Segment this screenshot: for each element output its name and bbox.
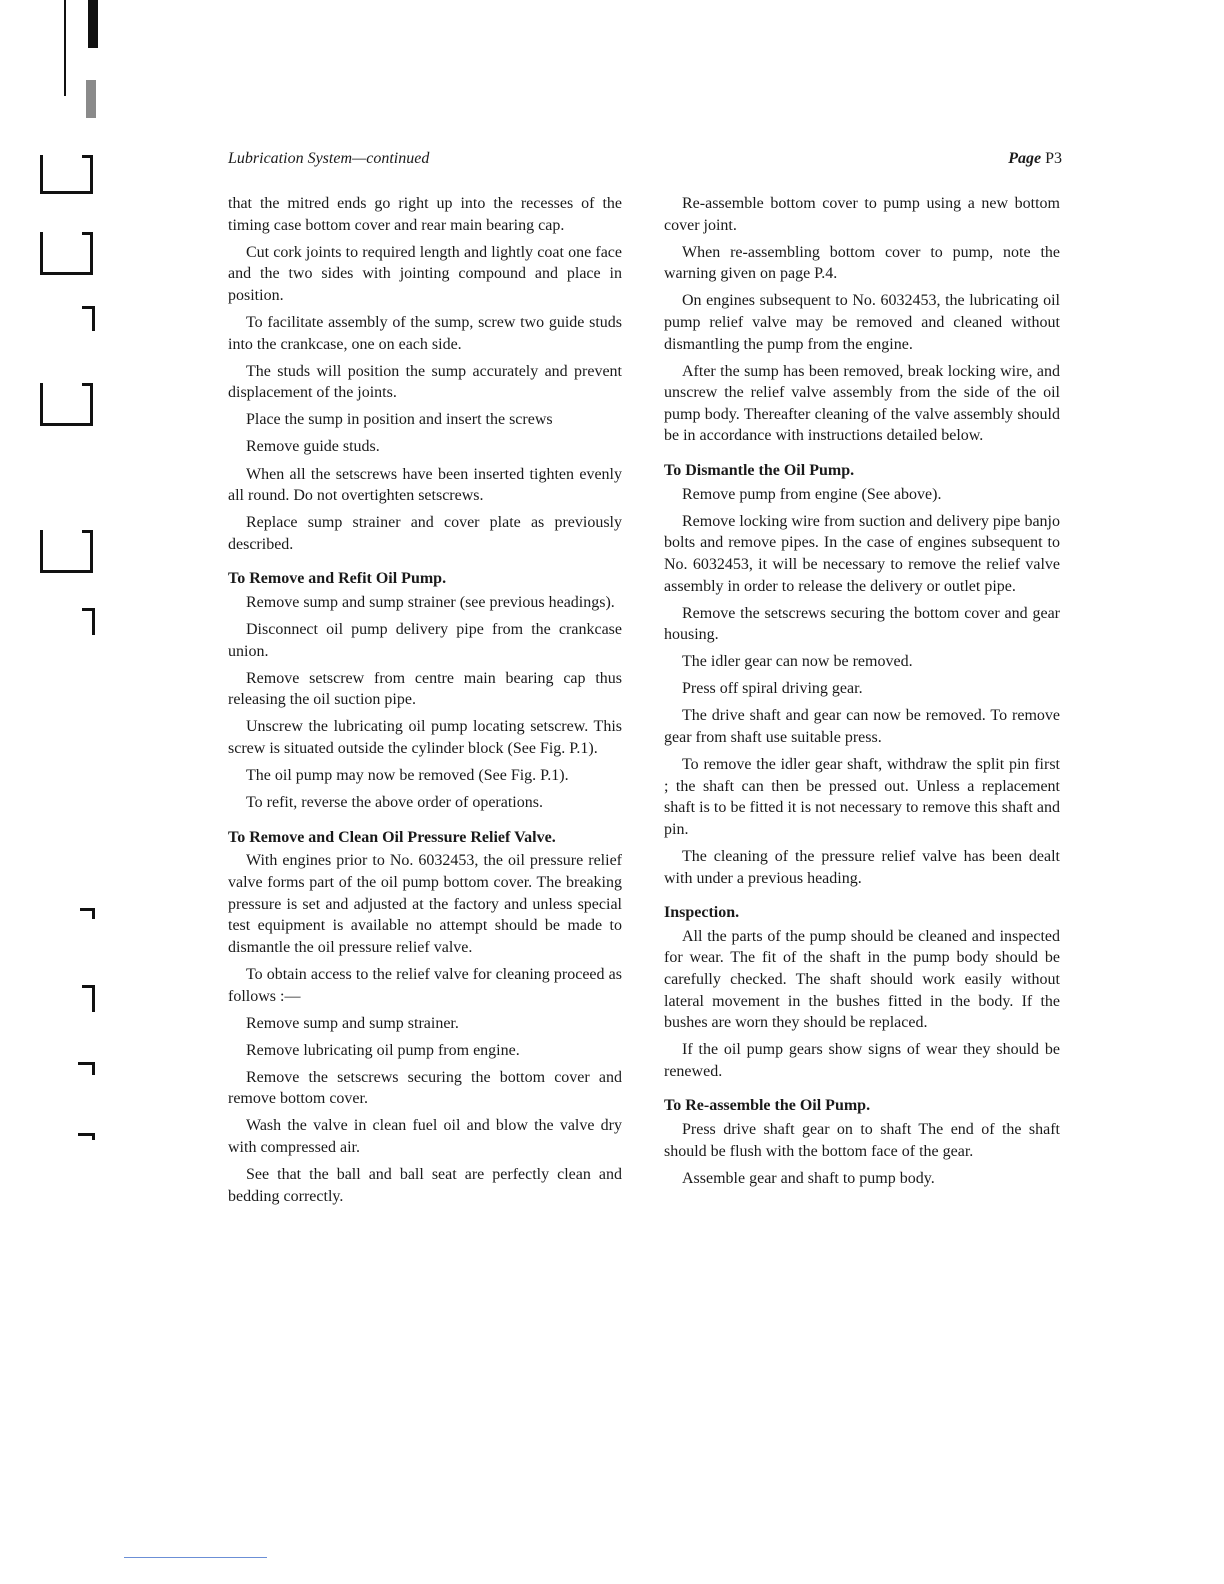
left-column <box>228 193 622 1213</box>
paragraph: Replace sump strainer and cover plate as previously described. <box>228 514 622 553</box>
paragraph: Wash the valve in clean fuel oil and blow the valve dry with compressed air. <box>228 1117 622 1157</box>
paragraph: To facilitate assembly of the sump, screw two guide studs into the crankcase, one on each side. <box>228 313 622 353</box>
page-number: P3 <box>1045 150 1062 167</box>
section-heading: To Dismantle the Oil Pump. <box>664 462 855 480</box>
paragraph: Assemble gear and shaft to pump body. <box>682 1169 935 1187</box>
paragraph: Press drive shaft gear on to shaft The end of the shaft should be flush with the bottom face of the gear. <box>664 1121 1060 1160</box>
paragraph: Remove locking wire from suction and delivery pipe banjo bolts and remove pipes. In the case of engines subsequent to No. 6032453, it will be necessary to remove the relief valve assembly in order to release the delivery or outlet pipe. <box>664 512 1060 595</box>
paragraph: Press off spiral driving gear. <box>682 680 863 698</box>
binding-bracket-4-right <box>90 530 93 570</box>
binding-bracket-2-cap <box>82 232 92 235</box>
paragraph: Place the sump in position and insert the screws <box>246 411 553 429</box>
binding-bracket-1 <box>40 155 93 194</box>
binding-marks <box>0 0 200 1584</box>
section-heading: To Re-assemble the Oil Pump. <box>664 1097 871 1115</box>
paragraph: Remove sump and sump strainer (see previous headings). <box>246 594 615 611</box>
paragraph: To obtain access to the relief valve for cleaning proceed as follows :— <box>228 965 622 1005</box>
paragraph: Cut cork joints to required length and lightly coat one face and the two sides with jointing compound and place in position. <box>228 243 622 304</box>
paragraph: The cleaning of the pressure relief valve has been dealt with under a previous heading. <box>664 848 1060 887</box>
paragraph: On engines subsequent to No. 6032453, the lubricating oil pump relief valve may be removed and cleaned without dismantling the pump from the engine. <box>664 292 1060 353</box>
section-title: Lubrication System—continued <box>228 150 430 167</box>
section-heading: To Remove and Refit Oil Pump. <box>228 570 447 588</box>
binding-bracket-3-right <box>90 383 93 423</box>
right-column <box>664 193 1060 1195</box>
binding-bracket-2 <box>40 232 93 275</box>
binding-bracket-4-cap <box>82 530 92 533</box>
binding-bracket-1-right <box>90 155 93 191</box>
section-heading: Inspection. <box>664 904 740 922</box>
section-heading: To Remove and Clean Oil Pressure Relief Valve. <box>228 828 556 846</box>
paragraph: After the sump has been removed, break locking wire, and unscrew the relief valve assembly from the side of the oil pump body. Thereafter cleaning of the valve assembly should be in accordance with instructions detailed below. <box>664 362 1060 445</box>
binding-bracket-4 <box>40 530 93 573</box>
paragraph: To refit, reverse the above order of operations. <box>246 794 543 812</box>
binding-hook-2 <box>82 608 95 635</box>
paragraph: See that the ball and ball seat are perfectly clean and bedding correctly. <box>228 1166 622 1205</box>
paragraph: The studs will position the sump accurately and prevent displacement of the joints. <box>228 362 622 402</box>
binding-hook-4 <box>82 985 95 1012</box>
page-word: Page <box>1008 150 1042 167</box>
paragraph: Re-assemble bottom cover to pump using a new bottom cover joint. <box>664 195 1060 234</box>
paragraph: When all the setscrews have been inserted tighten evenly all round. Do not overtighten setscrews. <box>228 465 622 505</box>
binding-bar-top <box>88 0 98 48</box>
paragraph: To remove the idler gear shaft, withdraw the split pin first ; the shaft can then be pressed out. Unless a replacement shaft is to be fitted it is not necessary to remove this shaft and pin. <box>664 756 1060 838</box>
binding-bracket-1-cap <box>82 155 92 158</box>
paragraph: The drive shaft and gear can now be removed. To remove gear from shaft use suitable press. <box>664 707 1060 747</box>
binding-bracket-3 <box>40 383 93 426</box>
page-label <box>1008 150 1062 168</box>
binding-bracket-2-right <box>90 232 93 272</box>
paragraph: If the oil pump gears show signs of wear they should be renewed. <box>664 1041 1060 1080</box>
binding-smudge <box>86 80 96 118</box>
paragraph: Disconnect oil pump delivery pipe from the crankcase union. <box>228 621 622 660</box>
paragraph: Remove the setscrews securing the bottom cover and gear housing. <box>664 604 1060 644</box>
footer-rule <box>124 1557 267 1558</box>
paragraph: Remove setscrew from centre main bearing cap thus releasing the oil suction pipe. <box>228 669 622 709</box>
paragraph: With engines prior to No. 6032453, the oil pressure relief valve forms part of the oil pump bottom cover. The breaking pressure is set and adjusted at the factory and unless special test equipment is available no attempt should be made to dismantle the oil pressure relief valve. <box>228 852 622 956</box>
paragraph: that the mitred ends go right up into the recesses of the timing case bottom cover and rear main bearing cap. <box>228 195 622 234</box>
page-header <box>228 150 1062 174</box>
binding-bar-thin <box>64 0 66 96</box>
paragraph: Unscrew the lubricating oil pump locating setscrew. This screw is situated outside the cylinder block (See Fig. P.1). <box>228 718 622 758</box>
binding-hook-1 <box>82 306 95 331</box>
paragraph: The oil pump may now be removed (See Fig. P.1). <box>246 767 569 785</box>
binding-hook-3 <box>80 908 95 919</box>
paragraph: Remove sump and sump strainer. <box>246 1014 459 1032</box>
binding-bracket-3-cap <box>82 383 92 386</box>
paragraph: Remove pump from engine (See above). <box>682 485 942 503</box>
paragraph: When re-assembling bottom cover to pump, note the warning given on page P.4. <box>664 243 1060 283</box>
paragraph: All the parts of the pump should be cleaned and inspected for wear. The fit of the shaft in the pump body should be carefully checked. The shaft should work easily without lateral movement in the bushes fitted in the body. If the bushes are worn they should be replaced. <box>664 927 1060 1032</box>
paragraph: Remove guide studs. <box>246 438 380 456</box>
paragraph: Remove lubricating oil pump from engine. <box>246 1041 520 1059</box>
binding-hook-5 <box>78 1062 95 1075</box>
paragraph: The idler gear can now be removed. <box>682 653 913 671</box>
binding-hook-6 <box>78 1133 95 1140</box>
paragraph: Remove the setscrews securing the bottom cover and remove bottom cover. <box>228 1068 622 1108</box>
